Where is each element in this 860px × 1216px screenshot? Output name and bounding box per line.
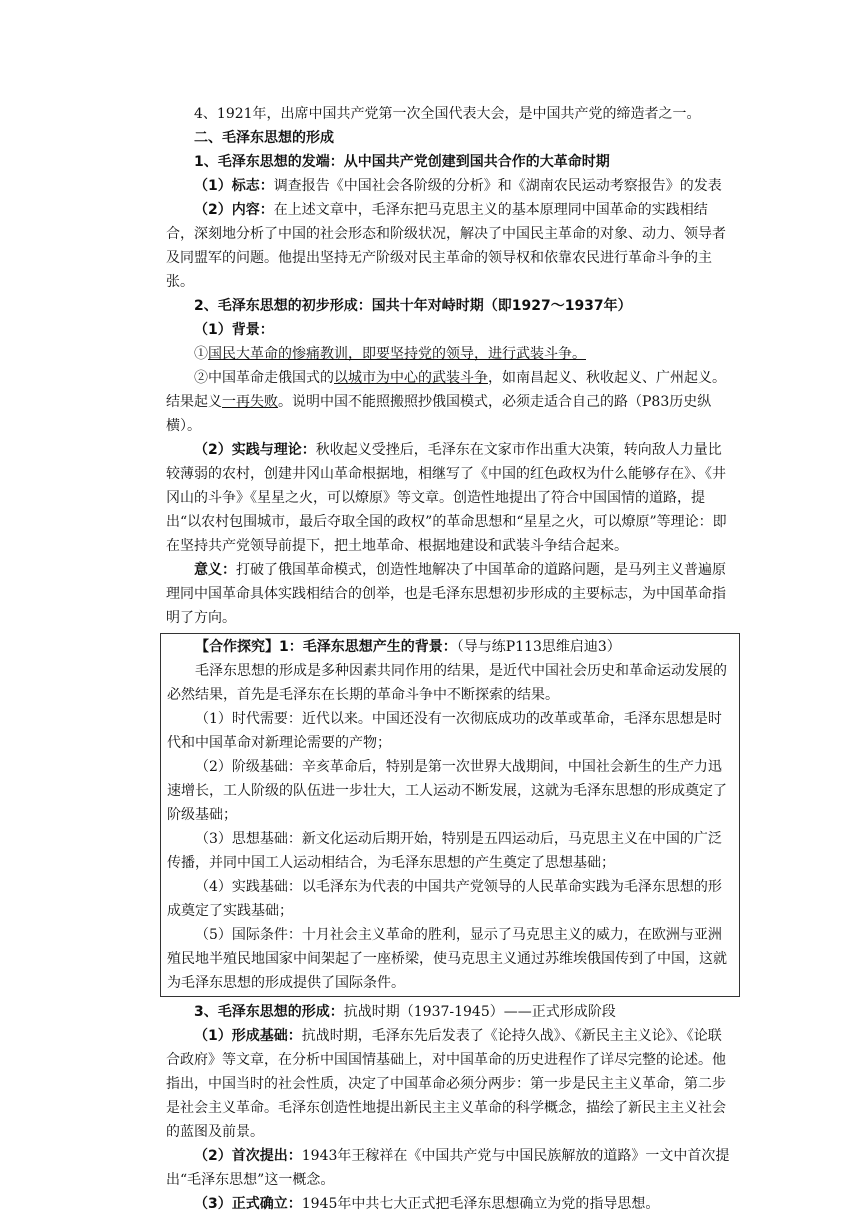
formal-establishment-label: （3）正式确立： bbox=[194, 1196, 302, 1212]
subheading-formal-formation-label: 3、毛泽东思想的形成： bbox=[194, 1004, 344, 1020]
first-proposal bbox=[166, 1144, 734, 1192]
background-item-2-part-c: 。说明中国不能照搬照抄俄国模式，必须走适合自己的路（P83历史纵横）。 bbox=[166, 394, 712, 434]
box-intro: 毛泽东思想的形成是多种因素共同作用的结果，是近代中国社会历史和革命运动发展的必然结果，首先是毛泽东在长期的革命斗争中不断探索的结果。 bbox=[167, 663, 727, 703]
origin-sign bbox=[166, 174, 734, 198]
practice-theory-text: 秋收起义受挫后，毛泽东在文家市作出重大决策，转向敌人力量比较薄弱的农村，创建井冈山革命根据地，相继写了《中国的红色政权为什么能够存在》、《井冈山的斗争》《星星之火，可以燎原》等文章。创造性地提出了符合中国国情的道路，提出“以农村包围城市，最后夺取全国的政权”的革命思想和“星星之火，可以燎原”等理论：即在坚持共产党领导前提下，把土地革命、根据地建设和武装斗争结合起来。 bbox=[166, 442, 727, 554]
origin-content-text: 在上述文章中，毛泽东把马克思主义的基本原理同中国革命的实践相结合，深刻地分析了中国的社会形态和阶级状况，解决了中国民主革命的对象、动力、领导者及同盟军的问题。他提出坚持无产阶级对民主革命的领导权和依靠农民进行革命斗争的主张。 bbox=[166, 202, 726, 290]
cooperative-inquiry-box bbox=[160, 633, 740, 997]
formation-basis-label: （1）形成基础： bbox=[194, 1028, 302, 1044]
origin-sign-label: （1）标志： bbox=[194, 178, 274, 194]
practice-theory-label: （2）实践与理论： bbox=[194, 442, 316, 458]
background-item-2-part-a: ②中国革命走俄国式的 bbox=[194, 370, 334, 386]
box-item-2: （2）阶级基础：辛亥革命后，特别是第一次世界大战期间，中国社会新生的生产力迅速增长，工人阶级的队伍进一步壮大，工人运动不断发展，这就为毛泽东思想的形成奠定了阶级基础； bbox=[167, 759, 727, 823]
point-4: 4、1921年，出席中国共产党第一次全国代表大会，是中国共产党的缔造者之一。 bbox=[194, 106, 701, 122]
subheading-initial-formation: 2、毛泽东思想的初步形成：国共十年对峙时期（即1927～1937年） bbox=[194, 298, 632, 314]
box-title: 【合作探究】1：毛泽东思想产生的背景： bbox=[195, 639, 457, 655]
significance-label: 意义： bbox=[194, 562, 236, 578]
origin-content-label: （2）内容： bbox=[194, 202, 274, 218]
box-item-4: （4）实践基础：以毛泽东为代表的中国共产党领导的人民革命实践为毛泽东思想的形成奠定了实践基础； bbox=[167, 879, 722, 919]
formation-basis bbox=[166, 1024, 734, 1144]
practice-theory bbox=[166, 438, 734, 558]
origin-sign-text: 调查报告《中国社会各阶级的分析》和《湖南农民运动考察报告》的发表 bbox=[273, 178, 722, 194]
formal-establishment-text: 1945年中共七大正式把毛泽东思想确立为党的指导思想。 bbox=[301, 1196, 660, 1212]
box-item-3: （3）思想基础：新文化运动后期开始，特别是五四运动后，马克思主义在中国的广泛传播，并同中国工人运动相结合，为毛泽东思想的产生奠定了思想基础； bbox=[167, 831, 722, 871]
significance bbox=[166, 558, 734, 630]
subheading-formal-formation-text: 抗战时期（1937-1945）——正式形成阶段 bbox=[343, 1004, 616, 1020]
box-reference: （导与练P113思维启迪3） bbox=[456, 639, 621, 655]
background-item-1-marker: ① bbox=[194, 346, 208, 362]
background-label: （1）背景： bbox=[194, 322, 274, 338]
box-item-1: （1）时代需要：近代以来。中国还没有一次彻底成功的改革或革命，毛泽东思想是时代和中国革命对新理论需要的产物； bbox=[167, 711, 722, 751]
subheading-origin: 1、毛泽东思想的发端：从中国共产党创建到国共合作的大革命时期 bbox=[194, 154, 610, 170]
significance-text: 打破了俄国革命模式，创造性地解决了中国革命的道路问题，是马列主义普遍原理同中国革命具体实践相结合的创举，也是毛泽东思想初步形成的主要标志，为中国革命指明了方向。 bbox=[166, 562, 726, 626]
background-item-2-part-b: ，如南昌起义、秋收起义、广州起义。结果起义 bbox=[166, 370, 726, 410]
formation-basis-text: 抗战时期，毛泽东先后发表了《论持久战》、《新民主主义论》、《论联合政府》等文章，在分析中国国情基础上，对中国革命的历史进程作了详尽完整的论述。他指出，中国当时的社会性质，决定了中国革命必须分两步：第一步是民主主义革命，第二步是社会主义革命。毛泽东创造性地提出新民主主义革命的科学概念，描绘了新民主主义社会的蓝图及前景。 bbox=[166, 1028, 726, 1140]
subheading-formal-formation bbox=[166, 1000, 734, 1024]
background-item-2-underline-1: 以城市为中心的武装斗争 bbox=[334, 370, 488, 386]
section-heading-2: 二、毛泽东思想的形成 bbox=[194, 130, 334, 146]
background-item-2-underline-2: 一再失败 bbox=[222, 394, 278, 410]
first-proposal-text: 1943年王稼祥在《中国共产党与中国民族解放的道路》一文中首次提出“毛泽东思想”这一概念。 bbox=[166, 1148, 730, 1188]
box-title-line bbox=[167, 635, 733, 659]
background-item-1-text: 国民大革命的惨痛教训，即要坚持党的领导，进行武装斗争。 bbox=[208, 346, 586, 362]
background-item-2 bbox=[166, 366, 734, 438]
origin-content bbox=[166, 198, 734, 294]
first-proposal-label: （2）首次提出： bbox=[194, 1148, 302, 1164]
box-item-5: （5）国际条件：十月社会主义革命的胜利，显示了马克思主义的威力，在欧洲与亚洲殖民地半殖民地国家中间架起了一座桥梁，使马克思主义通过苏维埃俄国传到了中国，这就为毛泽东思想的形成提供了国际条件。 bbox=[167, 927, 727, 991]
background-item-1 bbox=[166, 342, 734, 366]
formal-establishment bbox=[166, 1192, 734, 1216]
